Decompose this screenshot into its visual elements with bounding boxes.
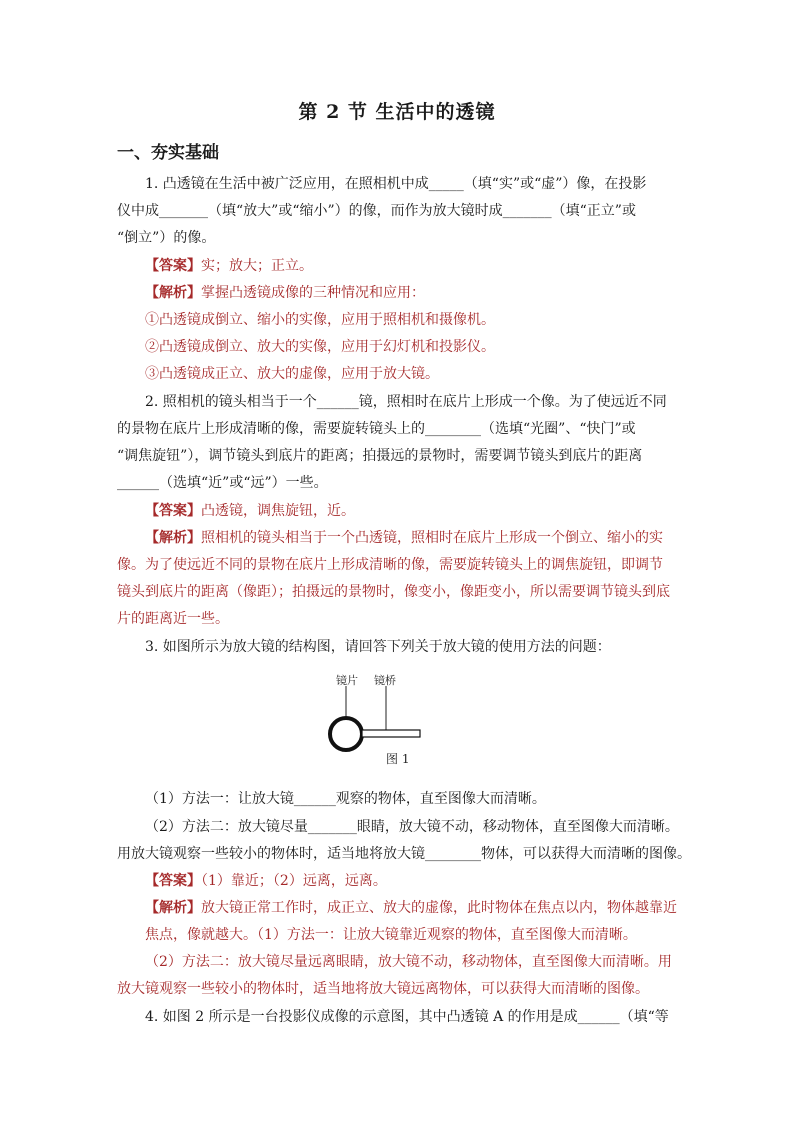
q1-analysis: [145, 283, 715, 303]
answer-text: 凸透镜，调焦旋钮，近。: [201, 503, 355, 519]
lens-ring: [330, 718, 362, 750]
analysis-text: 放大镜正常工作时，成正立、放大的虚像，此时物体在焦点以内，物体越靠近: [201, 900, 677, 916]
q3-analysis-line-4: 放大镜观察一些较小的物体时，适当地将放大镜远离物体，可以获得大而清晰的图像。: [117, 981, 649, 997]
magnifier-figure: [320, 670, 430, 774]
q2-analysis-line-4: 片的距离近一些。: [117, 611, 229, 627]
q1-point-1: ①凸透镜成倒立、缩小的实像，应用于照相机和摄像机。: [145, 312, 495, 328]
analysis-tag: 【解析】: [145, 285, 201, 301]
fig-label-handle: 镜桥: [374, 674, 396, 687]
q1-point-2: ②凸透镜成倒立、放大的实像，应用于幻灯机和投影仪。: [145, 339, 495, 355]
q2-line-2: 的景物在底片上形成清晰的像，需要旋转镜头上的________（选填“光圈”、“快门”或: [117, 421, 636, 437]
q2-analysis-line-1: [145, 528, 715, 548]
fig-label-lens: 镜片: [336, 674, 358, 687]
q2-line-1: 2. 照相机的镜头相当于一个______镜，照相时在底片上形成一个像。为了使远近不同: [145, 394, 667, 410]
q3-analysis-line-2: 焦点，像就越大。（1）方法一：让放大镜靠近观察的物体，直至图像大而清晰。: [145, 927, 637, 943]
answer-tag: 【答案】: [145, 258, 201, 274]
answer-tag: 【答案】: [145, 873, 201, 889]
q3-line-1: 3. 如图所示为放大镜的结构图，请回答下列关于放大镜的使用方法的问题：: [145, 639, 611, 655]
answer-text: （1）靠近；（2）远离，远离。: [201, 873, 387, 889]
analysis-tag: 【解析】: [145, 900, 201, 916]
figure-caption: 图 1: [386, 752, 410, 766]
q1-line-3: “倒立”）的像。: [117, 230, 216, 246]
q3-method-1: （1）方法一：让放大镜______观察的物体，直至图像大而清晰。: [145, 791, 546, 807]
q1-point-3: ③凸透镜成正立、放大的虚像，应用于放大镜。: [145, 366, 439, 382]
q2-line-3: “调焦旋钮”），调节镜头到底片的距离；拍摄远的景物时，需要调节镜头到底片的距离: [117, 448, 643, 464]
q3-analysis-line-3: （2）方法二：放大镜尽量远离眼睛，放大镜不动，移动物体，直至图像大而清晰。用: [145, 954, 672, 970]
q1-answer: [145, 256, 715, 276]
section-heading: 一、夯实基础: [117, 143, 219, 163]
q2-line-4: ______（选填“近”或“远”）一些。: [117, 475, 328, 491]
answer-tag: 【答案】: [145, 503, 201, 519]
q2-analysis-line-2: 像。为了使远近不同的景物在底片上形成清晰的像，需要旋转镜头上的调焦旋钮，即调节: [117, 557, 663, 573]
q3-method-2-cont: 用放大镜观察一些较小的物体时，适当地将放大镜________物体，可以获得大而清晰的图像。: [117, 846, 691, 862]
q3-analysis-line-1: [145, 898, 715, 918]
analysis-tag: 【解析】: [145, 530, 201, 546]
page-title: 第 2 节 生活中的透镜: [298, 101, 496, 123]
answer-text: 实；放大；正立。: [201, 258, 313, 274]
analysis-text: 掌握凸透镜成像的三种情况和应用：: [201, 285, 425, 301]
q2-answer: [145, 501, 715, 521]
q1-line-2: 仪中成_______（填“放大”或“缩小”）的像，而作为放大镜时成_______（填“正立”或: [117, 203, 636, 219]
q4-line-1: 4. 如图 2 所示是一台投影仪成像的示意图，其中凸透镜 A 的作用是成______（填“等: [145, 1009, 669, 1025]
analysis-text: 照相机的镜头相当于一个凸透镜，照相时在底片上形成一个倒立、缩小的实: [201, 530, 663, 546]
q1-line-1: 1. 凸透镜在生活中被广泛应用，在照相机中成_____（填“实”或“虚”）像，在投影: [145, 176, 647, 192]
q2-analysis-line-3: 镜头到底片的距离（像距）；拍摄远的景物时，像变小，像距变小，所以需要调节镜头到底: [117, 584, 670, 600]
q3-method-2: （2）方法二：放大镜尽量_______眼睛，放大镜不动，移动物体，直至图像大而清晰。: [145, 819, 679, 835]
q3-answer: [145, 871, 715, 891]
magnifier-handle: [362, 730, 420, 737]
